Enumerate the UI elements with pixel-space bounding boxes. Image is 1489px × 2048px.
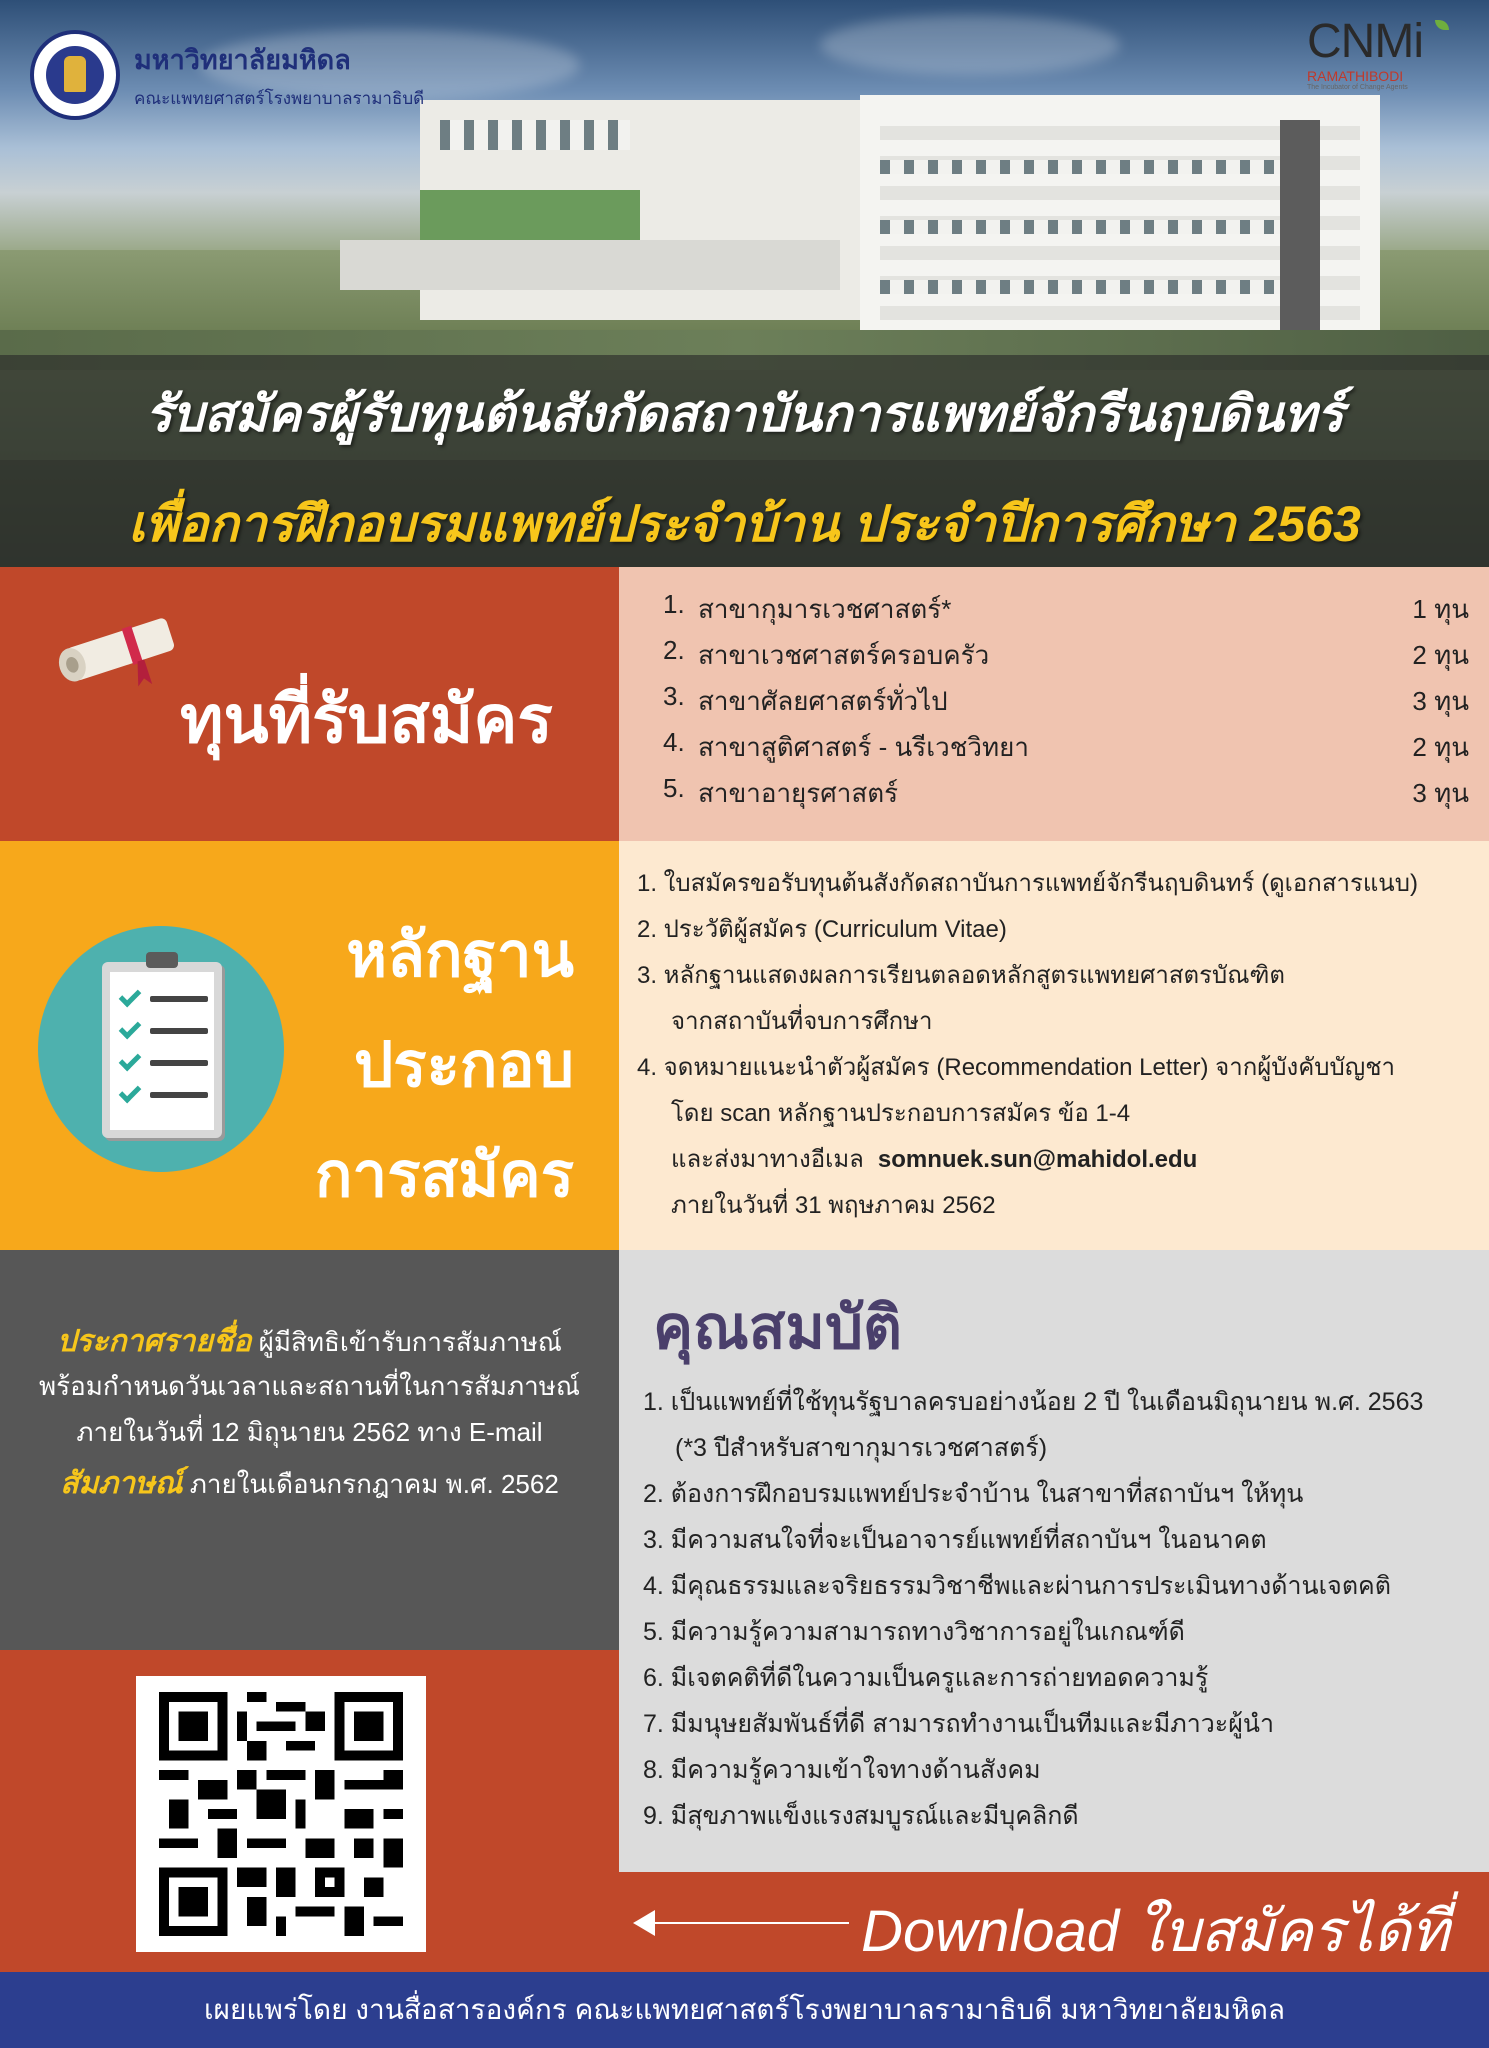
announcement-line-2: พร้อมกำหนดวันเวลาและสถานที่ในการสัมภาษณ์ [39, 1371, 580, 1401]
documents-heading-line-2: ประกอบ [353, 1031, 574, 1100]
university-name: มหาวิทยาลัยมหิดล [134, 45, 351, 75]
interview-line: สัมภาษณ์ ภายในเดือนกรกฎาคม พ.ศ. 2562 [60, 1467, 559, 1500]
list-item: 5. สาขาอายุรศาสตร์ 3 ทุน [663, 773, 1469, 808]
building-windows [440, 120, 630, 150]
list-item [671, 1139, 1197, 1178]
list-item: จากสถาบันที่จบการศึกษา [671, 1008, 933, 1035]
list-item: 9. มีสุขภาพแข็งแรงสมบูรณ์และมีบุคลิกดี [643, 1802, 1079, 1830]
list-item: 5. มีความรู้ความสามารถทางวิชาการอยู่ในเกณฑ์ดี [643, 1618, 1185, 1646]
announcement-line-1: ประกาศรายชื่อ ผู้มีสิทธิเข้ารับการสัมภาษณ์ [57, 1325, 562, 1358]
list-item: โดย scan หลักฐานประกอบการสมัคร ข้อ 1-4 [671, 1100, 1131, 1127]
announcement-panel [0, 1250, 619, 1650]
title-line-1: รับสมัครผู้รับทุนต้นสังกัดสถาบันการแพทย์จักรีนฤบดินทร์ [145, 386, 1344, 442]
title-line-2: เพื่อการฝึกอบรมแพทย์ประจำบ้าน ประจำปีการศึกษา 2563 [128, 496, 1361, 552]
mahidol-logo [30, 30, 424, 120]
list-item: 2. สาขาเวชศาสตร์ครอบครัว 2 ทุน [663, 635, 1469, 670]
list-item: ภายในวันที่ 31 พฤษภาคม 2562 [671, 1192, 996, 1219]
list-item: 7. มีมนุษยสัมพันธ์ที่ดี สามารถทำงานเป็นทีมและมีภาวะผู้นำ [643, 1710, 1274, 1738]
announcement-label: ประกาศรายชื่อ [57, 1325, 252, 1358]
list-item: 4. จดหมายแนะนำตัวผู้สมัคร (Recommendation Letter) จากผู้บังคับบัญชา [637, 1054, 1395, 1081]
list-item: 8. มีความรู้ความเข้าใจทางด้านสังคม [643, 1756, 1041, 1784]
cnmi-wordmark: CNMi [1307, 15, 1423, 68]
cnmi-subtitle: RAMATHIBODI [1307, 68, 1404, 84]
building-core [1280, 120, 1320, 330]
checklist-clipboard-icon [38, 926, 284, 1172]
building-windows [880, 160, 1300, 174]
arrow-line [649, 1922, 849, 1924]
list-item: 1. เป็นแพทย์ที่ใช้ทุนรัฐบาลครบอย่างน้อย 2 ปี ในเดือนมิถุนายน พ.ศ. 2563 [643, 1388, 1424, 1416]
interview-label: สัมภาษณ์ [60, 1467, 183, 1500]
qr-panel [0, 1650, 619, 1972]
list-item: 1. สาขากุมารเวชศาสตร์* 1 ทุน [663, 589, 1469, 624]
list-item: 3. มีความสนใจที่จะเป็นอาจารย์แพทย์ที่สถาบันฯ ในอนาคต [643, 1526, 1267, 1554]
announcement-line-3: ภายในวันที่ 12 มิถุนายน 2562 ทาง E-mail [76, 1417, 543, 1447]
cnmi-logo [1307, 15, 1467, 91]
list-item: 2. ประวัติผู้สมัคร (Curriculum Vitae) [637, 916, 1007, 943]
list-item: 4. มีคุณธรรมและจริยธรรมวิชาชีพและผ่านการประเมินทางด้านเจตคติ [643, 1572, 1392, 1600]
list-item: (*3 ปีสำหรับสาขากุมารเวชศาสตร์) [675, 1434, 1048, 1462]
cloud [820, 15, 1120, 75]
building-windows [880, 280, 1300, 294]
documents-list [619, 841, 1489, 1250]
qr-code-icon [152, 1692, 410, 1936]
podium [340, 240, 840, 290]
list-item: 3. สาขาศัลยศาสตร์ทั่วไป 3 ทุน [663, 681, 1469, 716]
qualifications-panel [619, 1250, 1489, 1872]
email-link[interactable]: somnuek.sun@mahidol.edu [877, 1146, 1198, 1173]
download-label: Download ใบสมัครได้ที่ [861, 1899, 1449, 1964]
cnmi-tagline: The Incubator of Change Agents [1307, 84, 1408, 91]
building-windows [880, 220, 1300, 234]
hero-banner [0, 0, 1489, 567]
documents-heading-line-1: หลักฐาน [346, 921, 574, 990]
scholarships-heading: ทุนที่รับสมัคร [180, 682, 553, 756]
diploma-scroll-icon [48, 605, 188, 695]
email-prefix: และส่งมาทางอีเมล [671, 1146, 864, 1173]
list-item: 2. ต้องการฝึกอบรมแพทย์ประจำบ้าน ในสาขาที่สถาบันฯ ให้ทุน [643, 1480, 1304, 1508]
qr-code[interactable] [136, 1676, 426, 1952]
list-item: 4. สาขาสูติศาสตร์ - นรีเวชวิทยา 2 ทุน [663, 727, 1469, 762]
faculty-name: คณะแพทยศาสตร์โรงพยาบาลรามาธิบดี [134, 89, 425, 108]
documents-panel [0, 841, 619, 1250]
scholarships-list [619, 567, 1489, 841]
footer: เผยแพร่โดย งานสื่อสารองค์กร คณะแพทยศาสตร์โรงพยาบาลรามาธิบดี มหาวิทยาลัยมหิดล [0, 1972, 1489, 2048]
list-item: 6. มีเจตคติที่ดีในความเป็นครูและการถ่ายทอดความรู้ [643, 1664, 1209, 1692]
list-item: 1. ใบสมัครขอรับทุนต้นสังกัดสถาบันการแพทย์จักรีนฤบดินทร์ (ดูเอกสารแนบ) [637, 870, 1418, 897]
mahidol-seal-icon [30, 30, 120, 120]
download-panel [619, 1872, 1489, 1972]
qualifications-heading: คุณสมบัติ [653, 1294, 903, 1361]
scholarships-panel [0, 567, 619, 841]
list-item: 3. หลักฐานแสดงผลการเรียนตลอดหลักสูตรแพทยศาสตรบัณฑิต [637, 962, 1286, 989]
documents-heading-line-3: การสมัคร [314, 1141, 574, 1210]
